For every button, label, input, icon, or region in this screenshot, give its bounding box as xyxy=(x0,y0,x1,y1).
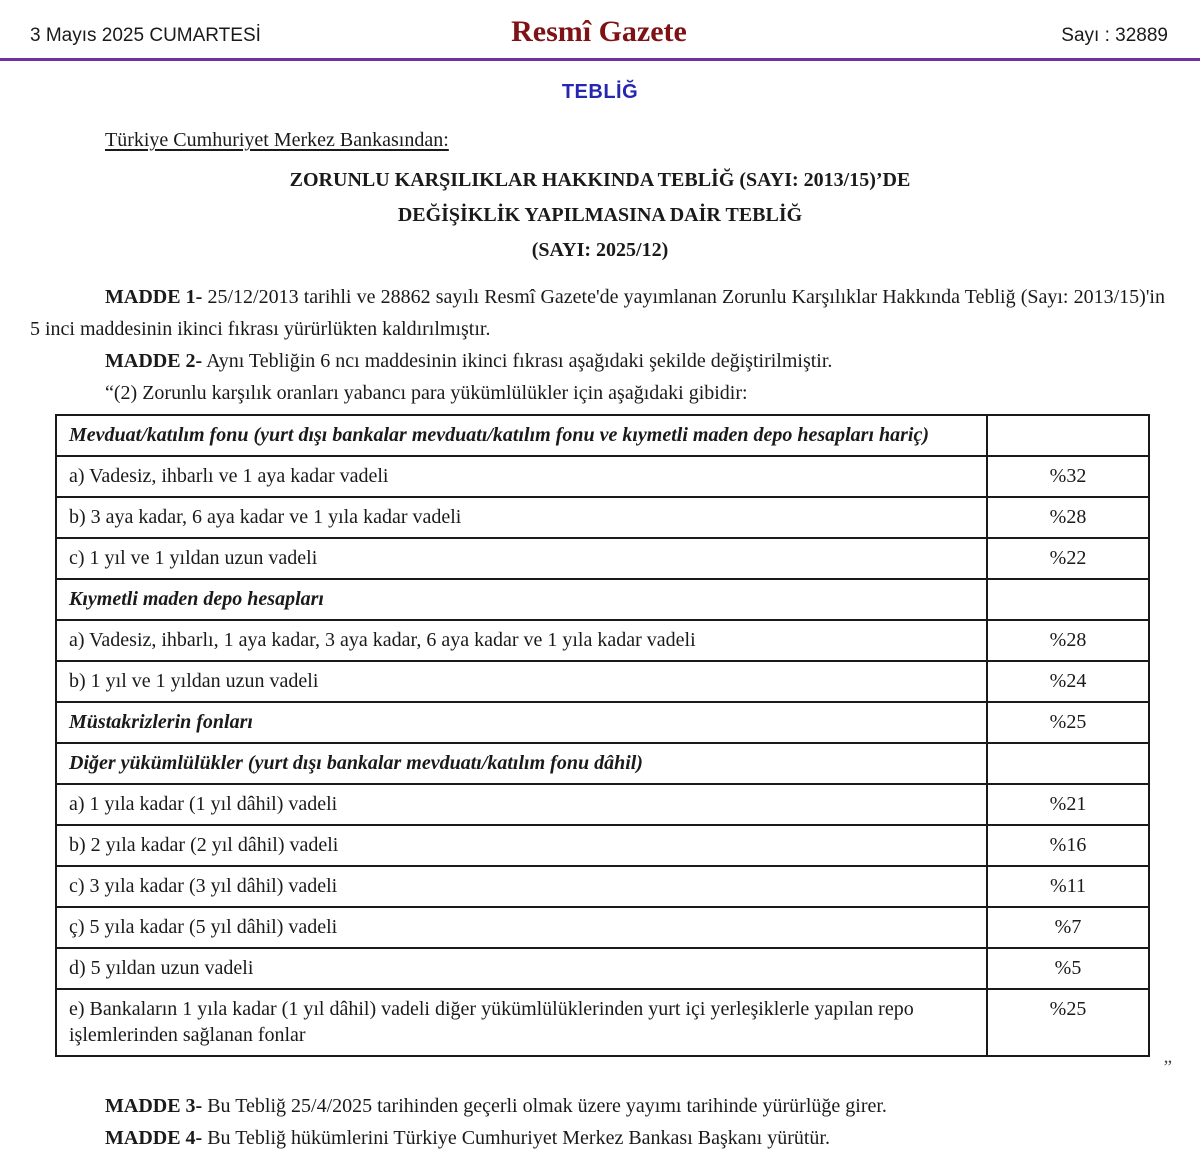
article-4-text: Bu Tebliğ hükümlerini Türkiye Cumhuriyet Merkez Bankası Başkanı yürütür. xyxy=(202,1127,830,1149)
table-cell-label: Diğer yükümlülükler (yurt dışı bankalar mevduatı/katılım fonu dâhil) xyxy=(56,743,987,784)
bottom-articles xyxy=(0,1090,1200,1154)
table-cell-ratio: %7 xyxy=(987,907,1149,948)
table-row xyxy=(56,620,1149,661)
gazette-date: 3 Mayıs 2025 CUMARTESİ xyxy=(30,25,261,46)
table-row xyxy=(56,866,1149,907)
table-cell-ratio: %5 xyxy=(987,948,1149,989)
reserve-table-body xyxy=(56,415,1149,1056)
table-row xyxy=(56,661,1149,702)
table-row xyxy=(56,579,1149,620)
table-cell-ratio: %11 xyxy=(987,866,1149,907)
doc-title-line1: ZORUNLU KARŞILIKLAR HAKKINDA TEBLİĞ (SAYI: 2013/15)’DE xyxy=(289,169,911,191)
table-cell-ratio: %25 xyxy=(987,702,1149,743)
article-2-label: MADDE 2- xyxy=(105,350,203,372)
table-cell-label: b) 1 yıl ve 1 yıldan uzun vadeli xyxy=(56,661,987,702)
table-cell-label: a) Vadesiz, ihbarlı ve 1 aya kadar vadeli xyxy=(56,456,987,497)
table-cell-ratio: %28 xyxy=(987,497,1149,538)
article-2-text: Aynı Tebliğin 6 ncı maddesinin ikinci fıkrası aşağıdaki şekilde değiştirilmiştir. xyxy=(202,350,833,372)
table-cell-ratio: %25 xyxy=(987,989,1149,1056)
article-4 xyxy=(30,1122,1165,1154)
table-cell-label: Kıymetli maden depo hesapları xyxy=(56,579,987,620)
table-cell-label: Müstakrizlerin fonları xyxy=(56,702,987,743)
closing-quote-mark: ” xyxy=(1163,1057,1172,1078)
table-row xyxy=(56,456,1149,497)
table-cell-label: Mevduat/katılım fonu (yurt dışı bankalar mevduatı/katılım fonu ve kıymetli maden depo hesapları hariç) xyxy=(56,415,987,456)
table-cell-label: b) 3 aya kadar, 6 aya kadar ve 1 yıla kadar vadeli xyxy=(56,497,987,538)
table-row xyxy=(56,907,1149,948)
table-cell-ratio: %21 xyxy=(987,784,1149,825)
gazette-title: Resmî Gazete xyxy=(511,15,687,48)
table-cell-ratio: %22 xyxy=(987,538,1149,579)
article-3 xyxy=(30,1090,1165,1122)
table-cell-label: c) 1 yıl ve 1 yıldan uzun vadeli xyxy=(56,538,987,579)
masthead xyxy=(0,0,1200,61)
reserve-ratio-table xyxy=(55,414,1150,1057)
table-cell-label: ç) 5 yıla kadar (5 yıl dâhil) vadeli xyxy=(56,907,987,948)
table-row xyxy=(56,702,1149,743)
article-2 xyxy=(30,345,1165,377)
article-3-text: Bu Tebliğ 25/4/2025 tarihinden geçerli olmak üzere yayımı tarihinde yürürlüğe girer. xyxy=(202,1095,887,1117)
table-row xyxy=(56,948,1149,989)
table-cell-label: d) 5 yıldan uzun vadeli xyxy=(56,948,987,989)
article-1-label: MADDE 1- xyxy=(105,286,203,308)
table-cell-ratio: %32 xyxy=(987,456,1149,497)
table-cell-label: c) 3 yıla kadar (3 yıl dâhil) vadeli xyxy=(56,866,987,907)
table-cell-ratio xyxy=(987,415,1149,456)
doc-title xyxy=(0,163,1200,268)
table-cell-ratio: %28 xyxy=(987,620,1149,661)
issuer-line: Türkiye Cumhuriyet Merkez Bankasından: xyxy=(105,129,449,151)
gazette-issue-number: Sayı : 32889 xyxy=(1061,25,1168,46)
table-row xyxy=(56,538,1149,579)
table-row xyxy=(56,784,1149,825)
table-row xyxy=(56,825,1149,866)
table-cell-label: a) Vadesiz, ihbarlı, 1 aya kadar, 3 aya kadar, 6 aya kadar ve 1 yıla kadar vadeli xyxy=(56,620,987,661)
table-cell-ratio: %24 xyxy=(987,661,1149,702)
table-cell-label: e) Bankaların 1 yıla kadar (1 yıl dâhil) vadeli diğer yükümlülüklerinden yurt içi yerleşiklerle yapılan repo işlemlerinden sağlanan fonlar xyxy=(56,989,987,1056)
doc-title-line3: (SAYI: 2025/12) xyxy=(531,239,669,261)
table-cell-ratio xyxy=(987,579,1149,620)
table-row xyxy=(56,497,1149,538)
article-4-label: MADDE 4- xyxy=(105,1127,203,1149)
table-row xyxy=(56,989,1149,1056)
quote-intro: “(2) Zorunlu karşılık oranları yabancı para yükümlülükler için aşağıdaki gibidir: xyxy=(105,382,748,404)
article-1-text: 25/12/2013 tarihli ve 28862 sayılı Resmî Gazete'de yayımlanan Zorunlu Karşılıklar Hakkında Tebliğ (Sayı: 2013/15)'in 5 inci maddesinin ikinci fıkrası yürürlükten kaldırılmıştır. xyxy=(30,286,1165,340)
table-cell-label: a) 1 yıla kadar (1 yıl dâhil) vadeli xyxy=(56,784,987,825)
section-heading-teblig: TEBLİĞ xyxy=(561,81,639,103)
article-1 xyxy=(30,281,1165,345)
article-3-label: MADDE 3- xyxy=(105,1095,203,1117)
table-cell-label: b) 2 yıla kadar (2 yıl dâhil) vadeli xyxy=(56,825,987,866)
table-row xyxy=(56,743,1149,784)
doc-title-line2: DEĞİŞİKLİK YAPILMASINA DAİR TEBLİĞ xyxy=(397,204,803,226)
table-cell-ratio: %16 xyxy=(987,825,1149,866)
table-row xyxy=(56,415,1149,456)
table-cell-ratio xyxy=(987,743,1149,784)
